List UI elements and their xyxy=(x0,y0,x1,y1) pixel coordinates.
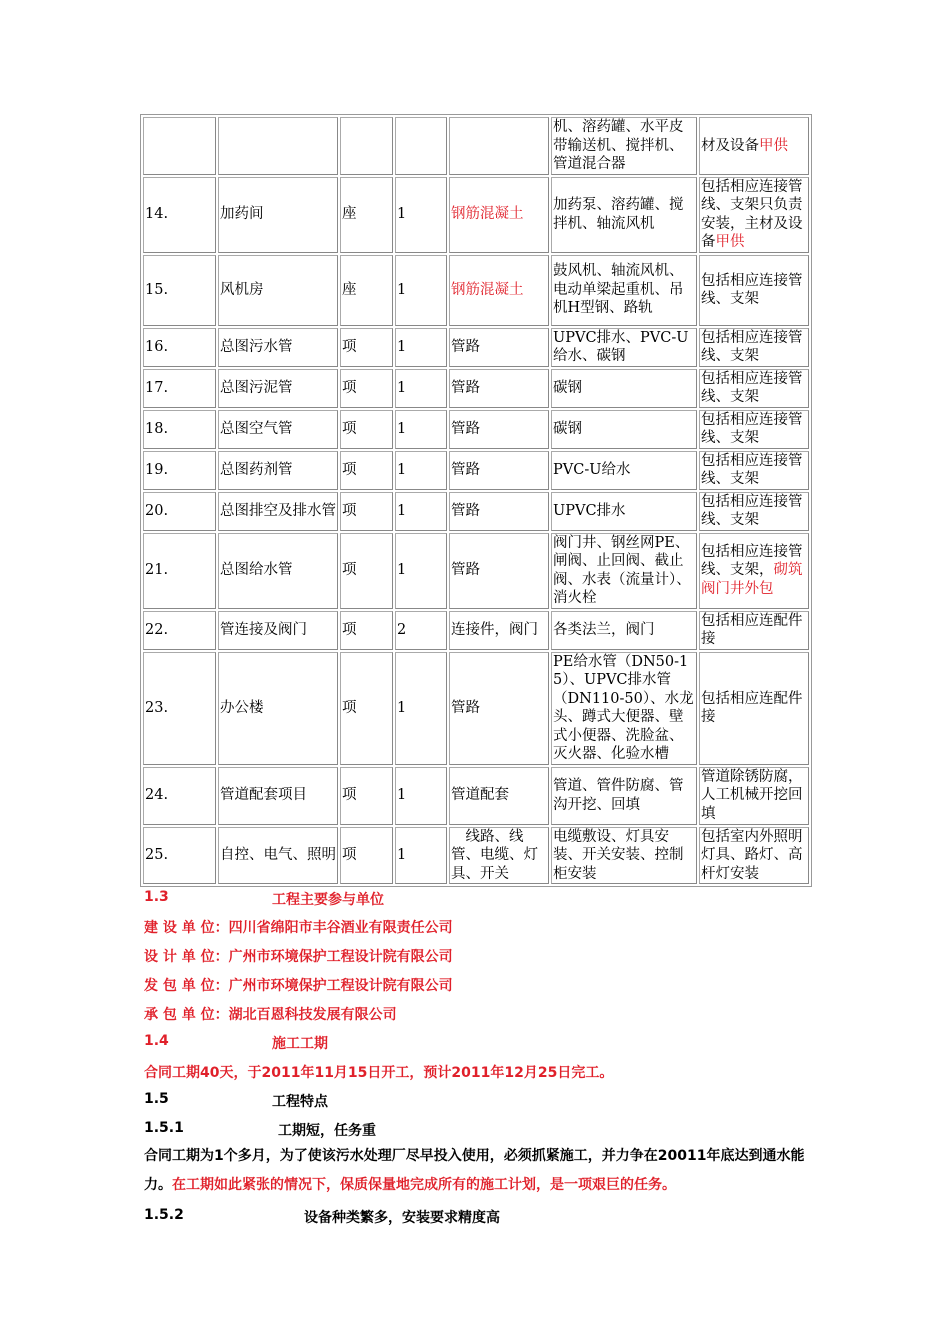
name-text: 自控、电气、照明 xyxy=(220,847,336,863)
name-text: 管道配套项目 xyxy=(220,787,307,804)
cell-qty xyxy=(395,652,447,765)
remark-text: 包括相应连接管线、支架， xyxy=(701,543,803,579)
section-1-5-1-paragraph xyxy=(144,1142,810,1200)
cell-name xyxy=(218,611,338,650)
cell-remark xyxy=(699,369,809,408)
remark-text: 包括相应连接管线、支架 xyxy=(701,272,803,307)
unit-text: 项 xyxy=(342,847,357,863)
unit-text: 座 xyxy=(342,281,357,298)
type-text: 管路 xyxy=(451,699,480,716)
cell-unit xyxy=(340,827,393,885)
table-row xyxy=(143,767,809,825)
remark-text: 包括相应连接管线、支架 xyxy=(701,411,803,446)
type-text: 连接件，阀门 xyxy=(451,621,538,638)
table-row xyxy=(143,611,809,650)
qty-text: 1 xyxy=(397,699,407,716)
cell-unit xyxy=(340,369,393,408)
cell-unit xyxy=(340,177,393,253)
cell-name xyxy=(218,117,338,175)
qty-text: 1 xyxy=(397,787,407,804)
cell-content xyxy=(551,492,697,531)
cell-no xyxy=(143,255,216,326)
section-1-4-heading xyxy=(144,1033,328,1052)
unit-text: 项 xyxy=(342,787,357,804)
content-text: 碳钢 xyxy=(553,379,582,396)
cell-name xyxy=(218,652,338,765)
cell-no xyxy=(143,328,216,367)
qty-text: 1 xyxy=(397,281,407,298)
cell-remark xyxy=(699,177,809,253)
cell-content xyxy=(551,177,697,253)
section-number: 1.5.2 xyxy=(144,1207,184,1223)
no-text: 16. xyxy=(145,338,169,355)
cell-type xyxy=(449,410,549,449)
type-text: 管路 xyxy=(451,461,480,478)
no-text: 18. xyxy=(145,420,169,437)
cell-type xyxy=(449,611,549,650)
cell-type xyxy=(449,533,549,609)
type-text: 管路 xyxy=(451,562,480,579)
content-text: 电缆敷设、灯具安装、开关安装、控制柜安装 xyxy=(553,828,684,882)
party-line: 承 包 单 位：湖北百恩科技发展有限公司 xyxy=(144,1007,397,1023)
unit-text: 项 xyxy=(342,338,357,355)
unit-text: 项 xyxy=(342,502,357,519)
name-text: 办公楼 xyxy=(220,699,264,716)
cell-type xyxy=(449,369,549,408)
section-title: 工期短，任务重 xyxy=(278,1123,376,1139)
table-row xyxy=(143,827,809,885)
cell-type xyxy=(449,255,549,326)
cell-unit xyxy=(340,255,393,326)
table-row xyxy=(143,369,809,408)
unit-text: 座 xyxy=(342,206,357,223)
cell-name xyxy=(218,410,338,449)
remark-text: 包括室内外照明灯具、路灯、高杆灯安装 xyxy=(701,828,803,882)
cell-qty xyxy=(395,117,447,175)
qty-text: 1 xyxy=(397,206,407,223)
unit-text: 项 xyxy=(342,699,357,716)
cell-qty xyxy=(395,827,447,885)
unit-text: 项 xyxy=(342,420,357,437)
cell-type xyxy=(449,652,549,765)
section-number: 1.3 xyxy=(144,889,169,905)
cell-qty xyxy=(395,369,447,408)
cell-type xyxy=(449,328,549,367)
cell-unit xyxy=(340,767,393,825)
no-text: 14. xyxy=(145,206,169,223)
type-text: 钢筋混凝土 xyxy=(451,281,524,298)
qty-text: 1 xyxy=(397,502,407,519)
type-text: 管路 xyxy=(451,338,480,355)
content-text: 机、溶药罐、水平皮带输送机、搅拌机、管道混合器 xyxy=(553,119,684,172)
unit-text: 项 xyxy=(342,461,357,478)
type-text: 钢筋混凝土 xyxy=(451,206,524,223)
cell-name xyxy=(218,451,338,490)
section-title: 工程主要参与单位 xyxy=(272,892,384,908)
cell-content xyxy=(551,451,697,490)
remark-text: 包括相应连配件接 xyxy=(701,612,803,647)
cell-remark xyxy=(699,328,809,367)
remark-text: 包括相应连接管线、支架 xyxy=(701,493,803,528)
paragraph-text-highlight: 在工期如此紧张的情况下，保质保量地完成所有的施工计划，是一项艰巨的任务。 xyxy=(172,1177,676,1193)
content-text: 管道、管件防腐、管沟开挖、回填 xyxy=(553,778,684,813)
table-row xyxy=(143,533,809,609)
cell-content xyxy=(551,117,697,175)
type-text: 线路、线管、电缆、灯具、开关 xyxy=(451,828,538,882)
type-text: 管路 xyxy=(451,379,480,396)
cell-unit xyxy=(340,533,393,609)
cell-name xyxy=(218,767,338,825)
qty-text: 1 xyxy=(397,461,407,478)
section-1-5-2-heading xyxy=(144,1207,500,1226)
qty-text: 2 xyxy=(397,621,407,638)
unit-text: 项 xyxy=(342,379,357,396)
cell-qty xyxy=(395,492,447,531)
party-line: 设 计 单 位：广州市环境保护工程设计院有限公司 xyxy=(144,949,453,965)
cell-unit xyxy=(340,652,393,765)
cell-remark xyxy=(699,451,809,490)
table-row xyxy=(143,328,809,367)
name-text: 总图污泥管 xyxy=(220,379,293,396)
remark-highlight-text: 砌筑阀门井外包 xyxy=(701,562,803,597)
cell-remark xyxy=(699,117,809,175)
table-body xyxy=(143,117,809,884)
cell-no xyxy=(143,767,216,825)
cell-name xyxy=(218,369,338,408)
cell-content xyxy=(551,767,697,825)
no-text: 15. xyxy=(145,281,169,298)
cell-qty xyxy=(395,767,447,825)
section-1-5-1-heading xyxy=(144,1120,376,1139)
cell-unit xyxy=(340,611,393,650)
cell-name xyxy=(218,492,338,531)
project-table-wrapper xyxy=(140,114,808,887)
unit-text: 项 xyxy=(342,562,357,579)
section-number: 1.5.1 xyxy=(144,1120,184,1136)
cell-no xyxy=(143,827,216,885)
cell-remark xyxy=(699,767,809,825)
table-row xyxy=(143,177,809,253)
cell-name xyxy=(218,827,338,885)
cell-unit xyxy=(340,117,393,175)
remark-text: 包括相应连接管线、支架 xyxy=(701,370,803,405)
cell-no xyxy=(143,611,216,650)
remark-text: 管道除锈防腐，人工机械开挖回填 xyxy=(701,768,803,822)
cell-no xyxy=(143,533,216,609)
section-1-3-heading xyxy=(144,889,384,908)
content-text: 加药泵、溶药罐、搅拌机、轴流风机 xyxy=(553,197,684,232)
section-number: 1.5 xyxy=(144,1091,169,1107)
cell-type xyxy=(449,827,549,885)
cell-qty xyxy=(395,177,447,253)
section-title: 设备种类繁多，安装要求精度高 xyxy=(304,1210,500,1226)
content-text: PVC-U给水 xyxy=(553,461,631,478)
table-row xyxy=(143,117,809,175)
cell-remark xyxy=(699,492,809,531)
no-text: 17. xyxy=(145,379,169,396)
cell-content xyxy=(551,328,697,367)
party-line: 发 包 单 位：广州市环境保护工程设计院有限公司 xyxy=(144,978,453,994)
type-text: 管路 xyxy=(451,502,480,519)
content-text: PE给水管（DN50-15）、UPVC排水管（DN110-50）、水龙头、蹲式大便器、壁式小便器、洗脸盆、灭火器、化验水槽 xyxy=(553,653,694,762)
cell-remark xyxy=(699,533,809,609)
cell-type xyxy=(449,117,549,175)
cell-content xyxy=(551,533,697,609)
cell-name xyxy=(218,255,338,326)
qty-text: 1 xyxy=(397,338,407,355)
cell-no xyxy=(143,410,216,449)
cell-unit xyxy=(340,328,393,367)
cell-no xyxy=(143,492,216,531)
cell-no xyxy=(143,369,216,408)
remark-text: 包括相应连接管线、支架 xyxy=(701,329,803,364)
table-row xyxy=(143,492,809,531)
section-title: 工程特点 xyxy=(272,1094,328,1110)
cell-qty xyxy=(395,328,447,367)
no-text: 20. xyxy=(145,502,169,519)
period-text: 合同工期40天，于2011年11月15日开工，预计2011年12月25日完工。 xyxy=(144,1065,614,1081)
section-1-5-heading xyxy=(144,1091,328,1110)
remark-text: 材及设备 xyxy=(701,137,759,154)
cell-type xyxy=(449,767,549,825)
cell-remark xyxy=(699,410,809,449)
cell-qty xyxy=(395,255,447,326)
no-text: 23. xyxy=(145,699,169,716)
cell-content xyxy=(551,652,697,765)
name-text: 总图药剂管 xyxy=(220,461,293,478)
remark-highlight-text: 甲供 xyxy=(759,137,788,154)
cell-content xyxy=(551,255,697,326)
party-line: 建 设 单 位：四川省绵阳市丰谷酒业有限责任公司 xyxy=(144,920,453,936)
no-text: 24. xyxy=(145,787,169,804)
cell-qty xyxy=(395,611,447,650)
cell-name xyxy=(218,533,338,609)
cell-name xyxy=(218,177,338,253)
name-text: 总图空气管 xyxy=(220,420,293,437)
name-text: 总图排空及排水管 xyxy=(220,502,336,519)
type-text: 管道配套 xyxy=(451,787,509,804)
cell-remark xyxy=(699,652,809,765)
paragraph-text: 合同工期为1个多月，为了使该污水处理厂尽早投入使用，必须抓紧施工，并力争在20011年底达到通水能力。 xyxy=(144,1148,805,1193)
qty-text: 1 xyxy=(397,420,407,437)
remark-text: 包括相应连配件接 xyxy=(701,690,803,725)
cell-no xyxy=(143,652,216,765)
project-table xyxy=(140,114,812,887)
type-text: 管路 xyxy=(451,420,480,437)
no-text: 21. xyxy=(145,562,169,579)
remark-text: 包括相应连接管线、支架 xyxy=(701,452,803,487)
content-text: 各类法兰，阀门 xyxy=(553,621,655,638)
cell-content xyxy=(551,369,697,408)
cell-unit xyxy=(340,410,393,449)
no-text: 22. xyxy=(145,621,169,638)
cell-remark xyxy=(699,611,809,650)
cell-name xyxy=(218,328,338,367)
cell-content xyxy=(551,611,697,650)
name-text: 加药间 xyxy=(220,206,264,223)
remark-text: 包括相应连接管线、支架只负责安装，主材及设备 xyxy=(701,178,803,250)
cell-qty xyxy=(395,533,447,609)
table-row xyxy=(143,451,809,490)
content-text: UPVC排水 xyxy=(553,502,626,519)
no-text: 19. xyxy=(145,461,169,478)
cell-type xyxy=(449,451,549,490)
content-text: 阀门井、钢丝网PE、闸阀、止回阀、截止阀、水表（流量计）、消火栓 xyxy=(553,534,691,606)
qty-text: 1 xyxy=(397,562,407,579)
cell-no xyxy=(143,177,216,253)
unit-text: 项 xyxy=(342,621,357,638)
content-text: 鼓风机、轴流风机、电动单梁起重机、吊机H型钢、路轨 xyxy=(553,263,684,317)
qty-text: 1 xyxy=(397,847,407,863)
table-row xyxy=(143,255,809,326)
cell-content xyxy=(551,410,697,449)
name-text: 管连接及阀门 xyxy=(220,621,307,638)
cell-no xyxy=(143,117,216,175)
name-text: 总图给水管 xyxy=(220,562,293,579)
cell-type xyxy=(449,492,549,531)
section-number: 1.4 xyxy=(144,1033,169,1049)
remark-highlight-text: 甲供 xyxy=(715,234,745,250)
name-text: 风机房 xyxy=(220,281,264,298)
content-text: 碳钢 xyxy=(553,420,582,437)
name-text: 总图污水管 xyxy=(220,338,293,355)
table-row xyxy=(143,410,809,449)
cell-type xyxy=(449,177,549,253)
qty-text: 1 xyxy=(397,379,407,396)
cell-content xyxy=(551,827,697,885)
cell-remark xyxy=(699,827,809,885)
cell-remark xyxy=(699,255,809,326)
cell-unit xyxy=(340,451,393,490)
no-text: 25. xyxy=(145,847,169,863)
cell-qty xyxy=(395,451,447,490)
table-row xyxy=(143,652,809,765)
cell-qty xyxy=(395,410,447,449)
cell-unit xyxy=(340,492,393,531)
section-title: 施工工期 xyxy=(272,1036,328,1052)
content-text: UPVC排水、PVC-U给水、碳钢 xyxy=(553,329,689,364)
cell-no xyxy=(143,451,216,490)
